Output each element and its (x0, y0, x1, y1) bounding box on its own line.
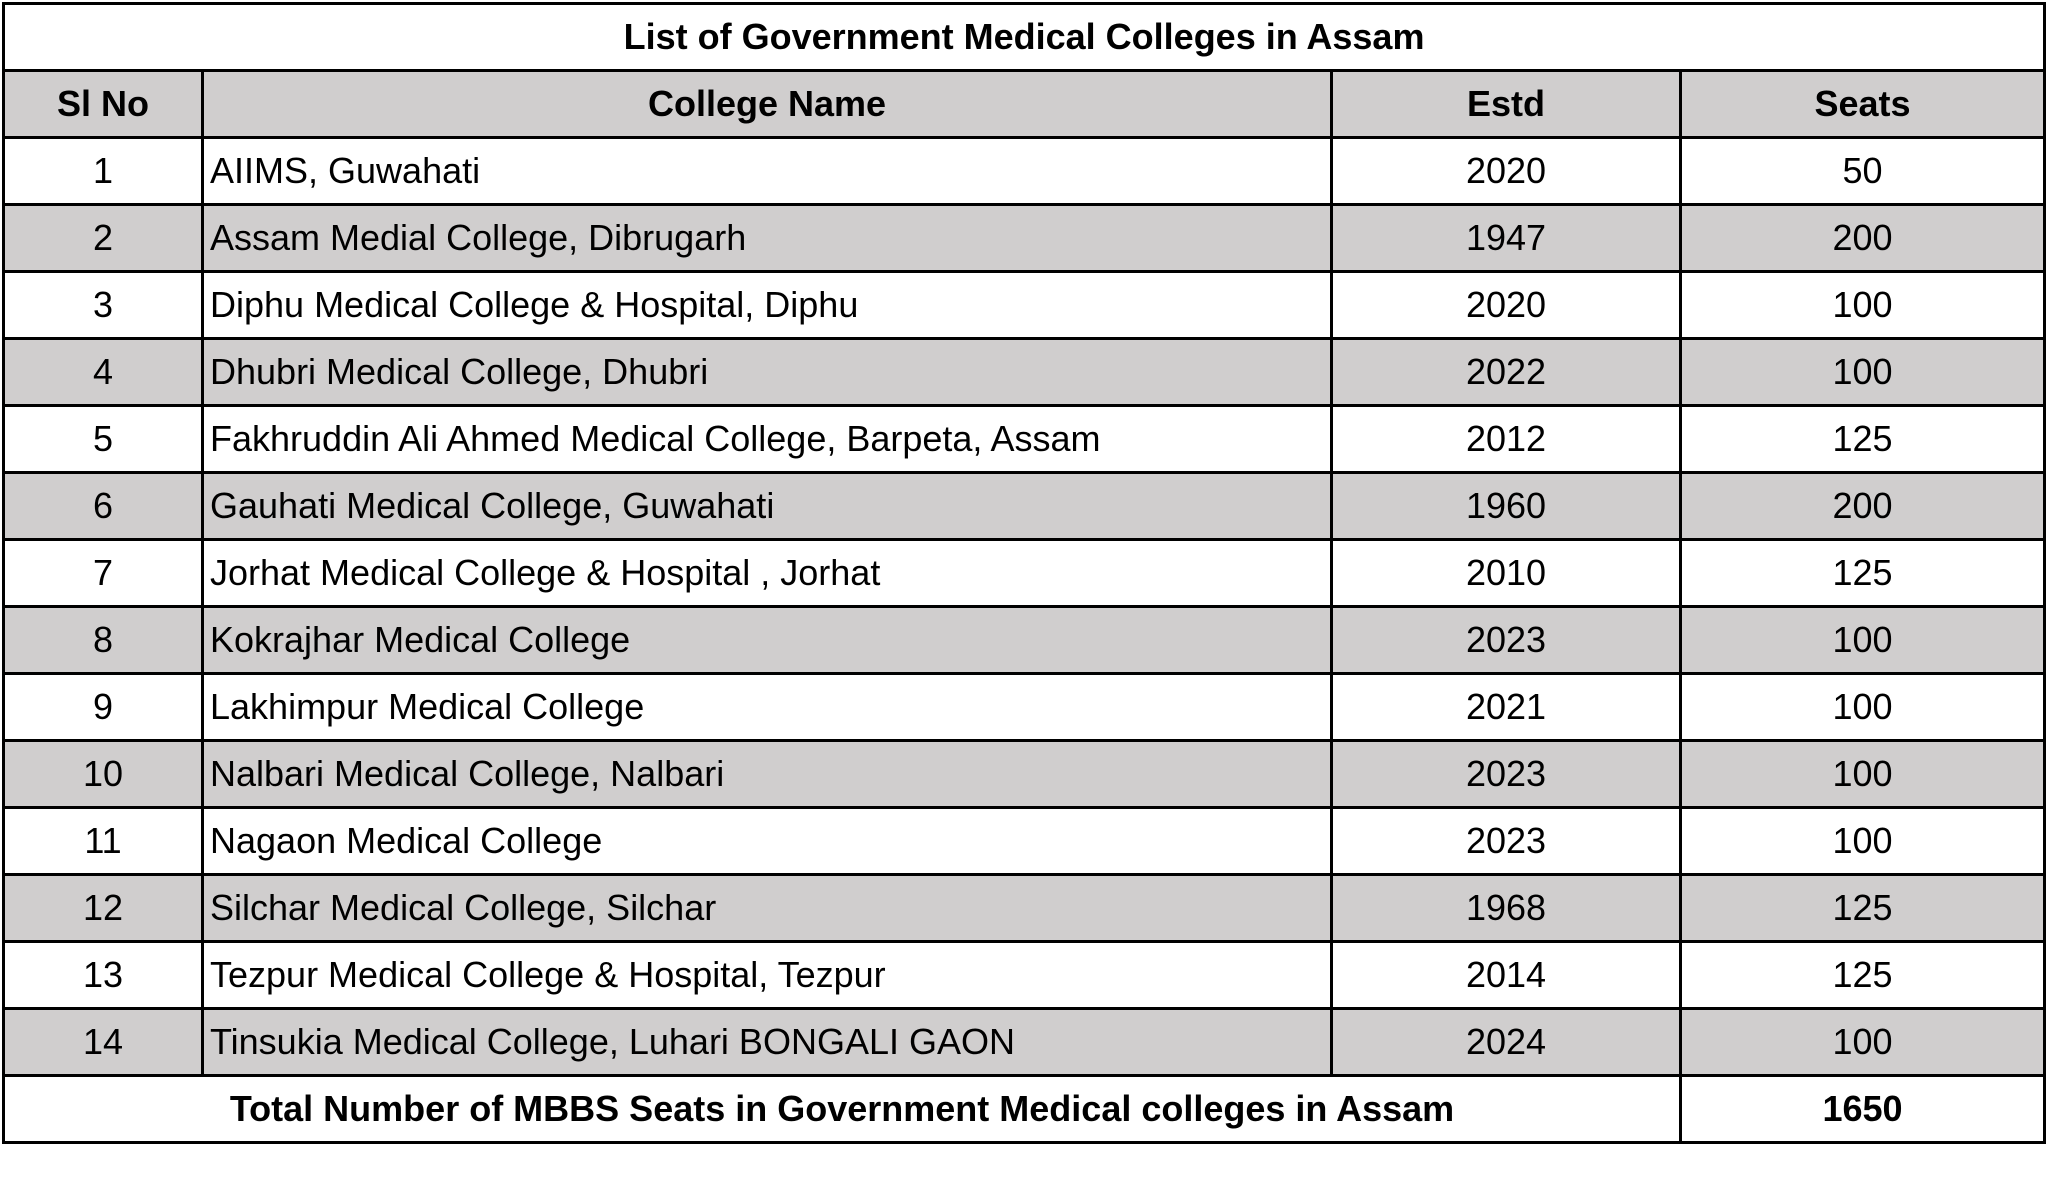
cell-sl-no: 9 (4, 674, 203, 741)
cell-estd: 2023 (1332, 741, 1681, 808)
cell-estd: 2020 (1332, 272, 1681, 339)
table-row (4, 741, 2045, 808)
table-row (4, 272, 2045, 339)
cell-college-name: Tezpur Medical College & Hospital, Tezpur (203, 942, 1332, 1009)
cell-college-name: Assam Medial College, Dibrugarh (203, 205, 1332, 272)
cell-seats: 100 (1681, 272, 2045, 339)
cell-college-name: Jorhat Medical College & Hospital , Jorhat (203, 540, 1332, 607)
header-seats: Seats (1681, 71, 2045, 138)
cell-sl-no: 10 (4, 741, 203, 808)
cell-estd: 1947 (1332, 205, 1681, 272)
cell-college-name: Lakhimpur Medical College (203, 674, 1332, 741)
cell-sl-no: 14 (4, 1009, 203, 1076)
cell-estd: 2020 (1332, 138, 1681, 205)
cell-estd: 2010 (1332, 540, 1681, 607)
cell-sl-no: 6 (4, 473, 203, 540)
cell-college-name: Fakhruddin Ali Ahmed Medical College, Barpeta, Assam (203, 406, 1332, 473)
cell-estd: 2022 (1332, 339, 1681, 406)
header-row (4, 71, 2045, 138)
cell-sl-no: 7 (4, 540, 203, 607)
cell-college-name: Kokrajhar Medical College (203, 607, 1332, 674)
header-college-name: College Name (203, 71, 1332, 138)
cell-sl-no: 1 (4, 138, 203, 205)
table-body (4, 4, 2045, 1143)
cell-sl-no: 13 (4, 942, 203, 1009)
cell-sl-no: 4 (4, 339, 203, 406)
total-row (4, 1076, 2045, 1143)
table-row (4, 674, 2045, 741)
cell-college-name: Nalbari Medical College, Nalbari (203, 741, 1332, 808)
table-row (4, 138, 2045, 205)
table-row (4, 875, 2045, 942)
table-row (4, 339, 2045, 406)
header-estd: Estd (1332, 71, 1681, 138)
cell-estd: 2023 (1332, 808, 1681, 875)
table-row (4, 942, 2045, 1009)
cell-estd: 2012 (1332, 406, 1681, 473)
cell-college-name: AIIMS, Guwahati (203, 138, 1332, 205)
total-label: Total Number of MBBS Seats in Government Medical colleges in Assam (4, 1076, 1681, 1143)
cell-seats: 100 (1681, 607, 2045, 674)
cell-sl-no: 2 (4, 205, 203, 272)
cell-seats: 125 (1681, 540, 2045, 607)
cell-sl-no: 8 (4, 607, 203, 674)
table-row (4, 205, 2045, 272)
cell-seats: 100 (1681, 1009, 2045, 1076)
cell-estd: 1968 (1332, 875, 1681, 942)
cell-seats: 125 (1681, 406, 2045, 473)
cell-college-name: Silchar Medical College, Silchar (203, 875, 1332, 942)
cell-seats: 100 (1681, 339, 2045, 406)
cell-seats: 200 (1681, 473, 2045, 540)
cell-sl-no: 11 (4, 808, 203, 875)
cell-sl-no: 3 (4, 272, 203, 339)
header-sl-no: Sl No (4, 71, 203, 138)
colleges-table (2, 2, 2046, 1144)
cell-estd: 1960 (1332, 473, 1681, 540)
cell-college-name: Nagaon Medical College (203, 808, 1332, 875)
cell-estd: 2023 (1332, 607, 1681, 674)
cell-college-name: Diphu Medical College & Hospital, Diphu (203, 272, 1332, 339)
cell-college-name: Tinsukia Medical College, Luhari BONGALI GAON (203, 1009, 1332, 1076)
cell-college-name: Gauhati Medical College, Guwahati (203, 473, 1332, 540)
cell-seats: 125 (1681, 942, 2045, 1009)
cell-seats: 100 (1681, 674, 2045, 741)
title-row (4, 4, 2045, 71)
cell-seats: 50 (1681, 138, 2045, 205)
table-row (4, 1009, 2045, 1076)
cell-estd: 2024 (1332, 1009, 1681, 1076)
cell-seats: 100 (1681, 808, 2045, 875)
cell-sl-no: 12 (4, 875, 203, 942)
table-row (4, 607, 2045, 674)
cell-estd: 2021 (1332, 674, 1681, 741)
table-row (4, 808, 2045, 875)
total-value: 1650 (1681, 1076, 2045, 1143)
table-row (4, 473, 2045, 540)
cell-seats: 100 (1681, 741, 2045, 808)
cell-sl-no: 5 (4, 406, 203, 473)
table-row (4, 540, 2045, 607)
cell-seats: 200 (1681, 205, 2045, 272)
cell-seats: 125 (1681, 875, 2045, 942)
cell-estd: 2014 (1332, 942, 1681, 1009)
table-row (4, 406, 2045, 473)
cell-college-name: Dhubri Medical College, Dhubri (203, 339, 1332, 406)
table-title: List of Government Medical Colleges in Assam (4, 4, 2045, 71)
